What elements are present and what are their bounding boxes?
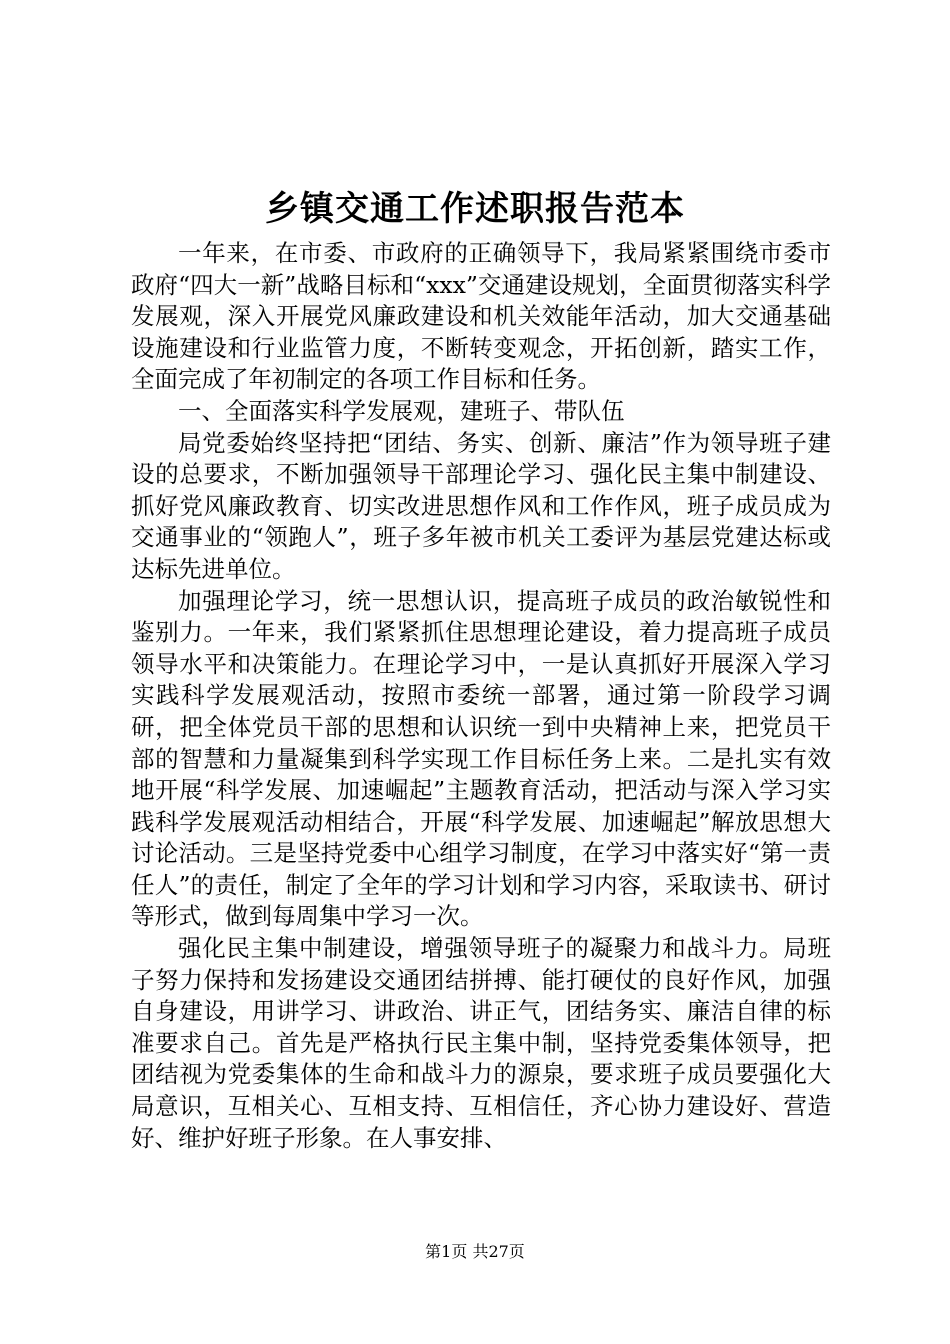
paragraph-democratic-centralism: 强化民主集中制建设，增强领导班子的凝聚力和战斗力。局班子努力保持和发扬建设交通团结拼搏、能打硬仗的良好作风，加强自身建设，用讲学习、讲政治、讲正气，团结务实、廉洁自律的标准要求自己。首先是严格执行民主集中制，坚持党委集体领导，把团结视为党委集体的生命和战斗力的源泉，要求班子成员要强化大局意识，互相关心、互相支持、互相信任，齐心协力建设好、营造好、维护好班子形象。在人事安排、 xyxy=(131,934,831,1152)
section-heading-1: 一、全面落实科学发展观，建班子、带队伍 xyxy=(178,396,625,425)
paragraph-theory-study: 加强理论学习，统一思想认识，提高班子成员的政治敏锐性和鉴别力。一年来，我们紧紧抓住思想理论建设，着力提高班子成员领导水平和决策能力。在理论学习中，一是认真抓好开展深入学习实践科学发展观活动，按照市委统一部署，通过第一阶段学习调研，把全体党员干部的思想和认识统一到中央精神上来，把党员干部的智慧和力量凝集到科学实现工作目标任务上来。二是扎实有效地开展“科学发展、加速崛起”主题教育活动，把活动与深入学习实践科学发展观活动相结合，开展“科学发展、加速崛起”解放思想大讨论活动。三是坚持党委中心组学习制度，在学习中落实好“第一责任人”的责任，制定了全年的学习计划和学习内容，采取读书、研讨等形式，做到每周集中学习一次。 xyxy=(131,586,831,931)
document-body xyxy=(131,238,831,1154)
paragraph-party-committee: 局党委始终坚持把“团结、务实、创新、廉洁”作为领导班子建设的总要求，不断加强领导干部理论学习、强化民主集中制建设、抓好党风廉政教育、切实改进思想作风和工作作风，班子成员成为交通事业的“领跑人”，班子多年被市机关工委评为基层党建达标或达标先进单位。 xyxy=(131,428,831,583)
paragraph-intro: 一年来，在市委、市政府的正确领导下，我局紧紧围绕市委市政府“四大一新”战略目标和“xxx”交通建设规划，全面贯彻落实科学发展观，深入开展党风廉政建设和机关效能年活动，加大交通基础设施建设和行业监管力度，不断转变观念，开拓创新，踏实工作，全面完成了年初制定的各项工作目标和任务。 xyxy=(131,239,831,394)
document-title: 乡镇交通工作述职报告范本 xyxy=(265,189,685,229)
page-number-footer: 第1页 共27页 xyxy=(425,1242,525,1261)
